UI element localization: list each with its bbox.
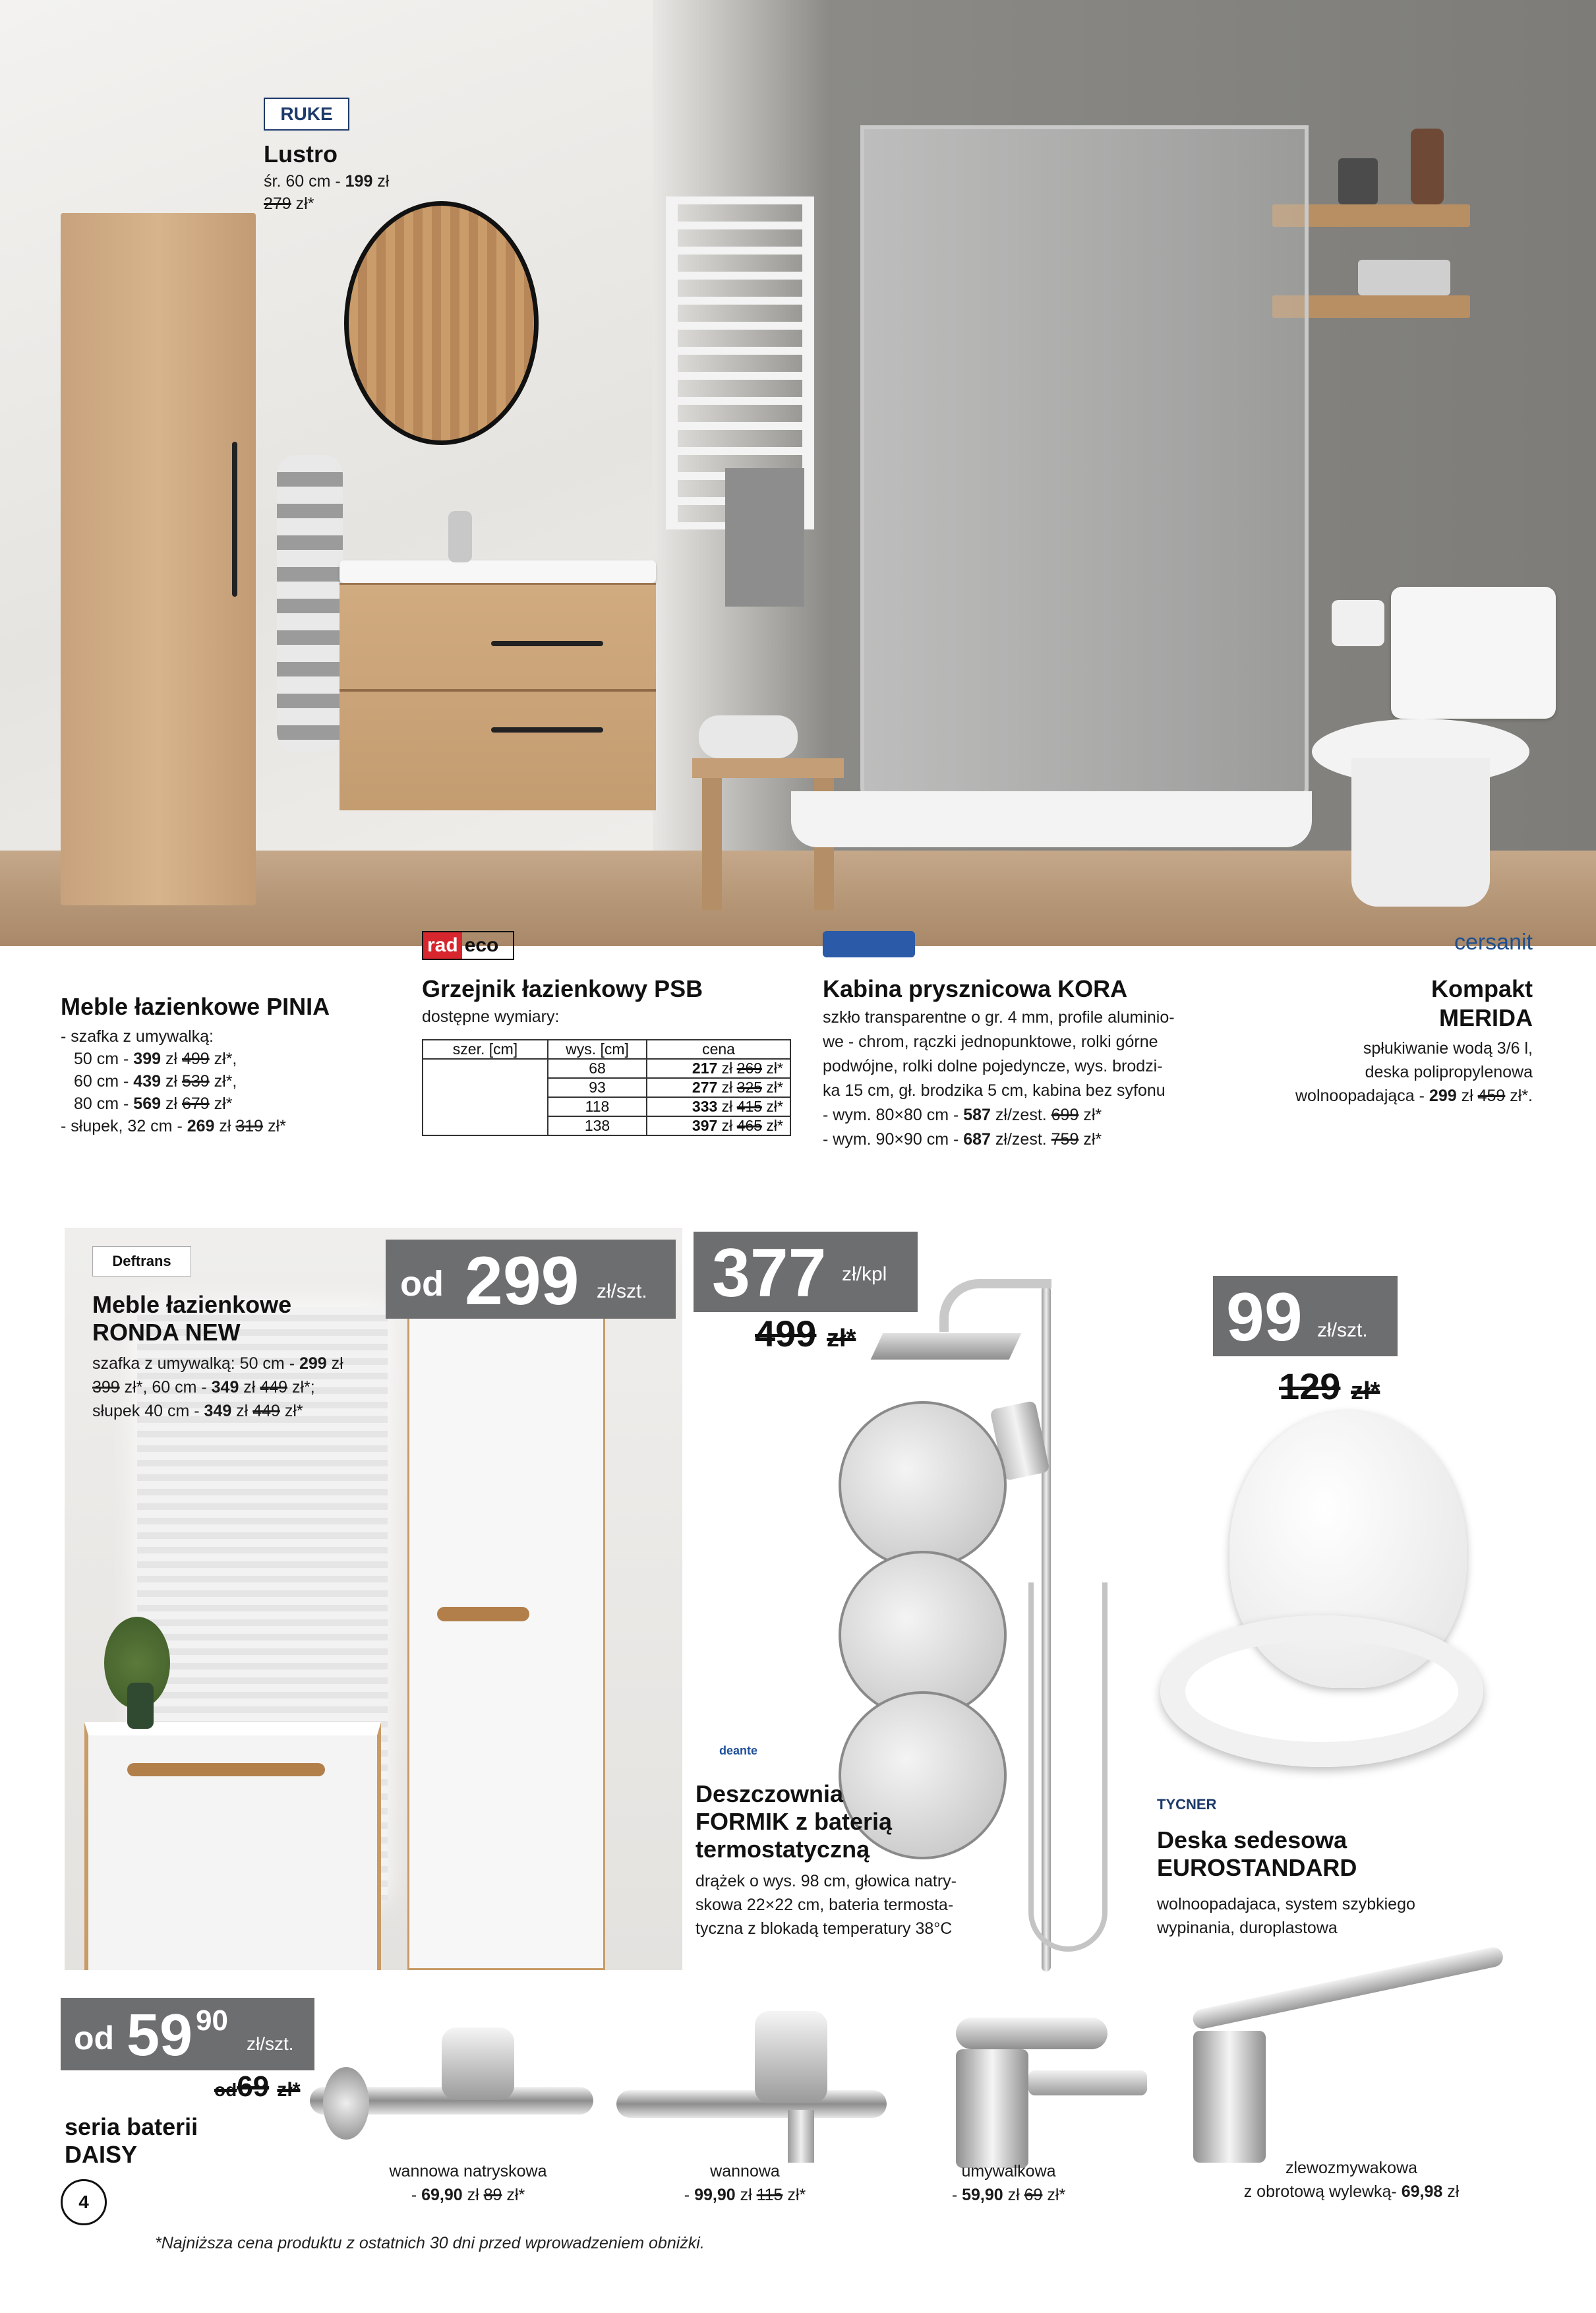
bottle bbox=[1411, 129, 1444, 204]
ronda-tall-cabinet bbox=[407, 1300, 605, 1970]
kora-brand-logo bbox=[823, 931, 915, 957]
kora-desc-3: podwójne, rolki dolne pojedyncze, wys. brodzi- bbox=[823, 1057, 1163, 1075]
kora-desc-4: ka 15 cm, gł. brodzika 5 cm, kabina bez syfonu bbox=[823, 1081, 1166, 1100]
pinia-row-80: 80 cm - 569 zł 679 zł* bbox=[74, 1095, 233, 1113]
ronda-title: Meble łazienkowe RONDA NEW bbox=[92, 1291, 292, 1346]
kora-option-90: - wym. 90×90 cm - 687 zł/zest. 759 zł* bbox=[823, 1130, 1102, 1149]
striped-towel bbox=[277, 455, 343, 752]
faucet-bath-mixer bbox=[616, 1991, 887, 2169]
formik-desc-3: tyczna z blokadą temperatury 38°C bbox=[695, 1919, 953, 1938]
ronda-vase bbox=[127, 1683, 154, 1729]
table-row: 68 217 zł 269 zł* bbox=[423, 1059, 790, 1078]
daisy-price-badge bbox=[61, 1998, 314, 2070]
lustro-title: Lustro bbox=[264, 140, 338, 167]
lustro-old-unit: zł* bbox=[291, 195, 314, 213]
faucet-shower-mixer bbox=[310, 2014, 593, 2159]
psb-size-table bbox=[422, 1039, 791, 1136]
daisy-badge-unit: zł/szt. bbox=[247, 2033, 294, 2054]
toilet-seat-ring bbox=[1160, 1615, 1483, 1767]
shower-cabin-glass bbox=[860, 125, 1309, 801]
formik-title: Deszczownia FORMIK z baterią termostatyczną bbox=[695, 1780, 893, 1863]
deska-old-value: 129 bbox=[1279, 1366, 1341, 1407]
towel-stack bbox=[1358, 260, 1450, 295]
vanity-cabinet bbox=[340, 583, 656, 810]
merida-desc-2: deska polipropylenowa bbox=[1365, 1063, 1533, 1081]
pinia-title: Meble łazienkowe PINIA bbox=[61, 993, 330, 1020]
deska-old-price bbox=[1279, 1365, 1380, 1408]
merida-price: wolnoopadająca - 299 zł 459 zł*. bbox=[1295, 1087, 1533, 1105]
ronda-line-2: 399 zł*, 60 cm - 349 zł 449 zł*; bbox=[92, 1378, 315, 1397]
deska-details bbox=[1157, 1892, 1526, 1940]
ronda-price-badge bbox=[386, 1240, 676, 1319]
ronda-badge-unit: zł/szt. bbox=[597, 1280, 647, 1302]
ronda-details bbox=[92, 1352, 402, 1423]
daisy-item-basin: umywalkowa - 59,90 zł 69 zł* bbox=[951, 2162, 1066, 2204]
lustro-new-price: 199 bbox=[345, 172, 373, 191]
daisy-item-sink: zlewozmywakowa z obrotową wylewką- 69,98 zł bbox=[1243, 2159, 1460, 2201]
page-number: 4 bbox=[61, 2179, 107, 2225]
round-mirror bbox=[344, 201, 539, 445]
tycner-logo: TYCNER bbox=[1157, 1796, 1217, 1813]
psb-width-cell bbox=[423, 1059, 548, 1135]
daisy-old-price bbox=[214, 2070, 300, 2103]
merida-title: Kompakt MERIDA bbox=[1431, 975, 1533, 1031]
formik-badge-price: 377 bbox=[712, 1235, 827, 1311]
deska-desc-1: wolnoopadajaca, system szybkiego bbox=[1157, 1895, 1415, 1913]
ronda-vanity bbox=[84, 1722, 381, 1970]
formik-old-value: 499 bbox=[755, 1313, 817, 1354]
daisy-badge-int: 59 bbox=[127, 2002, 193, 2068]
shower-arm bbox=[939, 1279, 1051, 1332]
merida-details bbox=[1206, 1036, 1533, 1108]
merida-desc-1: spłukiwanie wodą 3/6 l, bbox=[1363, 1039, 1533, 1058]
pinia-intro: - szafka z umywalką: bbox=[61, 1027, 214, 1046]
kora-desc-2: we - chrom, rączki jednopunktowe, rolki górne bbox=[823, 1033, 1158, 1051]
formik-price-badge bbox=[694, 1232, 918, 1312]
deska-title: Deska sedesowa EUROSTANDARD bbox=[1157, 1826, 1357, 1881]
faucet bbox=[448, 511, 472, 562]
stool-leg-left bbox=[702, 778, 722, 910]
wooden-stool bbox=[692, 758, 844, 778]
daisy-old-value: 69 bbox=[237, 2070, 270, 2103]
pinia-details bbox=[61, 1025, 403, 1137]
deska-badge-price: 99 bbox=[1226, 1279, 1303, 1356]
daisy-item-bath: wannowa - 99,90 zł 115 zł* bbox=[684, 2162, 806, 2204]
formik-old-price bbox=[755, 1312, 856, 1355]
radeco-logo-a: rad bbox=[423, 932, 462, 959]
deska-price-badge bbox=[1213, 1276, 1398, 1356]
kora-details bbox=[823, 1006, 1231, 1152]
faucet-sink-mixer bbox=[1160, 1958, 1529, 2169]
deante-logo: deante bbox=[719, 1744, 758, 1757]
daisy-title: seria baterii DAISY bbox=[65, 2113, 198, 2168]
psb-col-price: cena bbox=[647, 1040, 790, 1059]
cersanit-logo: cersanit bbox=[1454, 930, 1533, 955]
deska-old-unit: zł* bbox=[1351, 1377, 1380, 1405]
ronda-vanity-handle bbox=[127, 1763, 325, 1776]
daisy-badge-od: od bbox=[74, 2020, 115, 2057]
daisy-old-od: od bbox=[214, 2080, 237, 2100]
ronda-cabinet-handle bbox=[437, 1607, 529, 1621]
grey-towel bbox=[725, 468, 804, 607]
deska-desc-2: wypinania, duroplastowa bbox=[1157, 1919, 1338, 1937]
formik-desc-2: skowa 22×22 cm, bateria termosta- bbox=[695, 1896, 954, 1914]
psb-subtitle: dostępne wymiary: bbox=[422, 1007, 560, 1026]
formik-badge-unit: zł/kpl bbox=[842, 1263, 887, 1285]
daisy-old-unit: zł* bbox=[277, 2079, 301, 2101]
formik-old-unit: zł* bbox=[827, 1325, 856, 1352]
cabinet-handle bbox=[232, 442, 237, 597]
vanity-basin bbox=[340, 560, 656, 583]
lustro-old-price: 279 bbox=[264, 195, 291, 213]
kora-title: Kabina prysznicowa KORA bbox=[823, 975, 1128, 1002]
ruke-logo: RUKE bbox=[264, 98, 349, 131]
drawer-handle-bottom bbox=[491, 727, 603, 733]
pinia-row-50: 50 cm - 399 zł 499 zł*, bbox=[74, 1050, 237, 1068]
psb-title: Grzejnik łazienkowy PSB bbox=[422, 975, 703, 1002]
table-row: 138 397 zł 465 zł* bbox=[423, 1116, 790, 1135]
vanity-divider bbox=[340, 689, 656, 692]
kora-desc-1: szkło transparentne o gr. 4 mm, profile aluminio- bbox=[823, 1008, 1175, 1027]
faucet-basin-mixer bbox=[930, 1998, 1154, 2176]
plant-pot bbox=[1338, 158, 1378, 204]
rolled-towels bbox=[699, 715, 798, 758]
detail-circle-thermostat bbox=[839, 1401, 1007, 1569]
lustro-price bbox=[264, 170, 389, 215]
bathroom-photo bbox=[0, 0, 1596, 946]
radeco-logo bbox=[422, 931, 514, 960]
footnote: *Najniższa cena produktu z ostatnich 30 dni przed wprowadzeniem obniżki. bbox=[155, 2234, 705, 2252]
table-row: 93 277 zł 325 zł* bbox=[423, 1078, 790, 1097]
ronda-line-1: szafka z umywalką: 50 cm - 299 zł bbox=[92, 1354, 343, 1373]
ronda-line-3: słupek 40 cm - 349 zł 449 zł* bbox=[92, 1402, 303, 1420]
deska-badge-unit: zł/szt. bbox=[1317, 1319, 1368, 1341]
drawer-handle-top bbox=[491, 641, 603, 646]
table-row: 118 333 zł 415 zł* bbox=[423, 1097, 790, 1116]
psb-col-height: wys. [cm] bbox=[548, 1040, 647, 1059]
toilet-base bbox=[1351, 758, 1490, 907]
daisy-item-shower: wannowa natryskowa - 69,90 zł 89 zł* bbox=[389, 2162, 547, 2204]
pinia-row-slupek: - słupek, 32 cm - 269 zł 319 zł* bbox=[61, 1117, 286, 1135]
lustro-unit: zł bbox=[372, 172, 390, 191]
lustro-size: śr. 60 cm - bbox=[264, 172, 345, 191]
toilet-tank bbox=[1391, 587, 1556, 719]
psb-col-width: szer. [cm] bbox=[423, 1040, 548, 1059]
formik-details bbox=[695, 1869, 1005, 1940]
radeco-logo-b: eco bbox=[464, 934, 499, 956]
kora-option-80: - wym. 80×80 cm - 587 zł/zest. 699 zł* bbox=[823, 1106, 1102, 1124]
rain-shower-head bbox=[871, 1333, 1022, 1360]
ronda-badge-price: 299 bbox=[465, 1243, 579, 1319]
shower-hose bbox=[1028, 1582, 1108, 1952]
tall-cabinet bbox=[61, 213, 256, 905]
shower-tray bbox=[791, 791, 1312, 847]
deftrans-logo: Deftrans bbox=[92, 1246, 191, 1277]
daisy-badge-dec: 90 bbox=[196, 2004, 228, 2037]
pinia-row-60: 60 cm - 439 zł 539 zł*, bbox=[74, 1072, 237, 1091]
paper-holder bbox=[1332, 600, 1384, 646]
formik-desc-1: drążek o wys. 98 cm, głowica natry- bbox=[695, 1872, 957, 1890]
ronda-badge-od: od bbox=[400, 1264, 444, 1304]
